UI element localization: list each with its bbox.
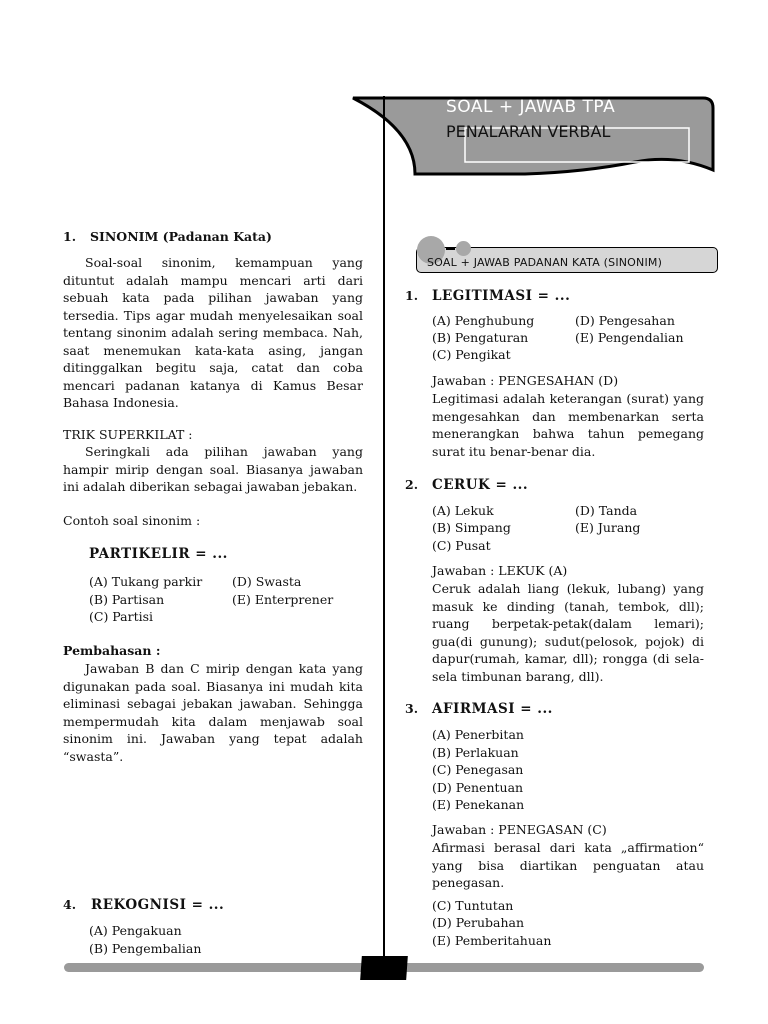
q2-option-c: (C) Pusat <box>432 538 491 553</box>
q1-explanation: Legitimasi adalah keterangan (surat) yang mengesahkan dan membenarkan serta menerangkan bahwa tahun pemegang surat itu benar-benar dia. <box>432 391 704 459</box>
q1-option-b: (B) Pengaturan <box>432 330 529 345</box>
q3-option-d: (D) Penentuan <box>432 780 524 795</box>
q2-number: 2. <box>405 477 419 492</box>
q1-title: LEGITIMASI = ... <box>432 288 571 304</box>
q3-number: 3. <box>405 701 419 716</box>
contoh-label: Contoh soal sinonim : <box>63 513 201 528</box>
q3-option-e: (E) Penekanan <box>432 797 525 812</box>
q2-answer-label: Jawaban : LEKUK (A) <box>432 563 568 578</box>
header-title-line1: SOAL + JAWAB TPA <box>446 97 616 117</box>
q1-number: 1. <box>405 288 419 303</box>
q1-option-a: (A) Penghubung <box>432 313 535 328</box>
example-option-b: (B) Partisan <box>89 592 165 607</box>
example-option-c: (C) Partisi <box>89 609 154 624</box>
q3-explanation: Afirmasi berasal dari kata „affirmation“ yang bisa diartikan penguatan atau penegasan. <box>432 840 704 890</box>
example-question: PARTIKELIR = ... <box>89 546 228 562</box>
example-option-d: (D) Swasta <box>232 574 302 589</box>
q2-explanation: Ceruk adalah liang (lekuk, lubang) yang masuk ke dinding (tanah, tembok, dll); ruang berpetak-petak(dalam lemari); gua(di gunung); sudut(pelosok, pojok) di dapur(rumah, kamar, dll); rongga (di sela-sela timbunan barang, dll). <box>432 581 704 684</box>
header-title-line2: PENALARAN VERBAL <box>446 122 611 141</box>
q2-option-e: (E) Jurang <box>575 520 641 535</box>
q3-answer-label: Jawaban : PENEGASAN (C) <box>432 822 607 837</box>
banner-dash <box>446 248 455 250</box>
footer-page-tab <box>360 956 408 980</box>
q1-option-d: (D) Pengesahan <box>575 313 675 328</box>
example-option-a: (A) Tukang parkir <box>89 574 203 589</box>
section-number: 1. <box>63 229 77 244</box>
q4-option-b: (B) Pengembalian <box>89 941 202 956</box>
q1-answer-label: Jawaban : PENGESAHAN (D) <box>432 373 619 388</box>
trik-title: TRIK SUPERKILAT : <box>63 427 193 442</box>
q1-option-c: (C) Pengikat <box>432 347 511 362</box>
section-banner-label: SOAL + JAWAB PADANAN KATA (SINONIM) <box>427 256 663 269</box>
trik-paragraph: Seringkali ada pilihan jawaban yang hampir mirip dengan soal. Biasanya jawaban ini adalah diberikan sebagai jawaban jebakan. <box>63 444 363 494</box>
q4-number: 4. <box>63 897 77 912</box>
intro-paragraph: Soal-soal sinonim, kemampuan yang dituntut adalah mampu mencari arti dari sebuah kata pada pilihan jawaban yang tersedia. Tips agar mudah menyelesaikan soal tentang sinonim adalah sering membaca. Nah, saat menemukan kata-kata asing, jangan ditinggalkan begitu saja, catat dan coba mencari padanan katanya di Kamus Besar Bahasa Indonesia. <box>63 255 363 410</box>
q2-option-a: (A) Lekuk <box>432 503 494 518</box>
pembahasan-paragraph: Jawaban B dan C mirip dengan kata yang digunakan pada soal. Biasanya ini mudah kita eliminasi sebagai jebakan jawaban. Sehingga mempermudah kita dalam menjawab soal sinonim ini. Jawaban yang tepat adalah “swasta”. <box>63 661 363 764</box>
q2-option-b: (B) Simpang <box>432 520 511 535</box>
q4-title: REKOGNISI = ... <box>91 897 225 913</box>
q3-title: AFIRMASI = ... <box>432 701 553 717</box>
example-option-e: (E) Enterprener <box>232 592 334 607</box>
q4-option-a: (A) Pengakuan <box>89 923 182 938</box>
continued-option-e: (E) Pemberitahuan <box>432 933 552 948</box>
pembahasan-title: Pembahasan : <box>63 643 161 658</box>
continued-option-c: (C) Tuntutan <box>432 898 514 913</box>
continued-option-d: (D) Perubahan <box>432 915 525 930</box>
q3-option-a: (A) Penerbitan <box>432 727 524 742</box>
section-title: SINONIM (Padanan Kata) <box>90 229 272 244</box>
q2-title: CERUK = ... <box>432 477 529 493</box>
q1-option-e: (E) Pengendalian <box>575 330 684 345</box>
column-divider <box>383 96 385 958</box>
banner-circle-small-icon <box>456 241 471 256</box>
q3-option-c: (C) Penegasan <box>432 762 524 777</box>
q2-option-d: (D) Tanda <box>575 503 638 518</box>
q3-option-b: (B) Perlakuan <box>432 745 519 760</box>
